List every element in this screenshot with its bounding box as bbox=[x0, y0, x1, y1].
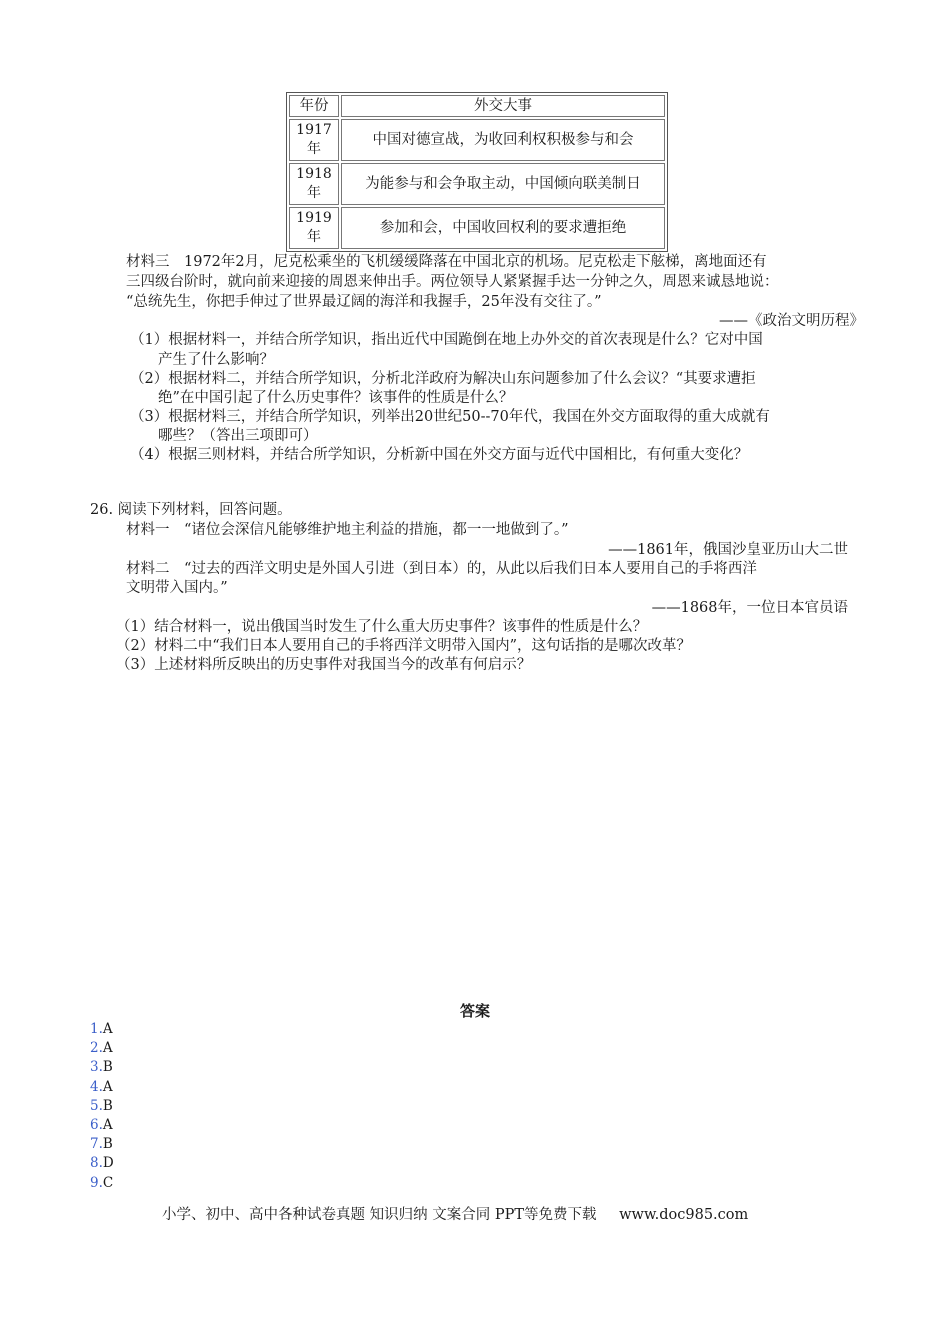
answer-item bbox=[90, 1039, 114, 1058]
footer bbox=[162, 1203, 748, 1224]
answer-item bbox=[90, 1154, 114, 1173]
material3-source: ——《政治文明历程》 bbox=[719, 313, 864, 329]
header-year: 年份 bbox=[289, 95, 339, 117]
table-row bbox=[289, 163, 665, 205]
answer-value: B bbox=[102, 1136, 113, 1153]
answer-number: 9. bbox=[90, 1174, 103, 1191]
answer-value: B bbox=[102, 1059, 113, 1076]
answer-value: A bbox=[102, 1117, 113, 1134]
q25-line: （4）根据三则材料，并结合所学知识，分析新中国在外交方面与近代中国相比，有何重大变化？ bbox=[130, 447, 749, 463]
row-year: 1917年 bbox=[289, 119, 339, 161]
row-event: 参加和会，中国收回权利的要求遭拒绝 bbox=[341, 207, 665, 249]
answer-number: 2. bbox=[90, 1040, 103, 1057]
footer-text: 小学、初中、高中各种试卷真题 知识归纳 文案合同 PPT等免费下载 bbox=[162, 1207, 597, 1223]
q25-line: 产生了什么影响？ bbox=[158, 352, 274, 368]
q25-line: 绝”在中国引起了什么历史事件？该事件的性质是什么？ bbox=[158, 390, 514, 406]
q25-line: （3）根据材料三，并结合所学知识，列举出20世纪50--70年代，我国在外交方面取得的重大成就有 bbox=[130, 409, 770, 425]
header-event: 外交大事 bbox=[341, 95, 665, 117]
row-event: 为能参与和会争取主动，中国倾向联美制日 bbox=[341, 163, 665, 205]
answer-number: 7. bbox=[90, 1136, 103, 1153]
material3-line: 三四级台阶时，就向前来迎接的周恩来伸出手。两位领导人紧紧握手达一分钟之久，周恩来诚恳地说： bbox=[126, 274, 779, 290]
table-header-row bbox=[289, 95, 665, 117]
answer-value: A bbox=[102, 1021, 113, 1037]
q26-material1: 材料一 “诸位会深信凡能够维护地主利益的措施，都一一地做到了。” bbox=[126, 522, 569, 538]
row-year: 1918年 bbox=[289, 163, 339, 205]
q26-question: （1）结合材料一，说出俄国当时发生了什么重大历史事件？该事件的性质是什么？ bbox=[116, 619, 648, 635]
q25-line: （2）根据材料二，并结合所学知识，分析北洋政府为解决山东问题参加了什么会议？“其要求遭拒 bbox=[130, 371, 756, 387]
answer-value: C bbox=[102, 1174, 114, 1191]
answer-value: B bbox=[102, 1097, 113, 1114]
answer-item bbox=[90, 1078, 114, 1097]
answers-list bbox=[90, 1020, 114, 1193]
answer-item bbox=[90, 1135, 114, 1154]
q26-material2-line: 文明带入国内。” bbox=[126, 580, 228, 596]
answer-number: 3. bbox=[90, 1059, 103, 1076]
q26-material2-line: 材料二 “过去的西洋文明史是外国人引进（到日本）的，从此以后我们日本人要用自己的手将西洋 bbox=[126, 561, 757, 577]
answer-item bbox=[90, 1116, 114, 1135]
q26-question: （2）材料二中“我们日本人要用自己的手将西洋文明带入国内”，这句话指的是哪次改革？ bbox=[116, 638, 692, 654]
answer-item bbox=[90, 1020, 114, 1039]
row-year: 1919年 bbox=[289, 207, 339, 249]
answer-number: 8. bbox=[90, 1155, 103, 1172]
footer-url[interactable]: www.doc985.com bbox=[619, 1207, 749, 1223]
answer-number: 5. bbox=[90, 1097, 103, 1114]
q26-source2: ——1868年，一位日本官员语 bbox=[651, 600, 848, 616]
answer-item bbox=[90, 1097, 114, 1116]
answer-value: A bbox=[102, 1040, 113, 1057]
q25-line: （1）根据材料一，并结合所学知识，指出近代中国跪倒在地上办外交的首次表现是什么？它对中国 bbox=[130, 332, 763, 348]
answer-number: 1. bbox=[90, 1021, 103, 1037]
q26-stem: 26. 阅读下列材料，回答问题。 bbox=[90, 502, 292, 518]
diplomacy-events-table bbox=[286, 92, 668, 252]
answer-value: D bbox=[102, 1155, 114, 1172]
q26-question: （3）上述材料所反映出的历史事件对我国当今的改革有何启示？ bbox=[116, 657, 532, 673]
q25-line: 哪些？（答出三项即可） bbox=[158, 428, 318, 444]
answers-title: 答案 bbox=[460, 1002, 491, 1020]
row-event: 中国对德宣战，为收回利权积极参与和会 bbox=[341, 119, 665, 161]
q26-source1: ——1861年，俄国沙皇亚历山大二世 bbox=[608, 542, 848, 558]
table-row bbox=[289, 207, 665, 249]
answer-number: 4. bbox=[90, 1078, 103, 1095]
answer-item bbox=[90, 1058, 114, 1077]
material3-line: “总统先生，你把手伸过了世界最辽阔的海洋和我握手，25年没有交往了。” bbox=[126, 294, 602, 310]
answer-item bbox=[90, 1174, 114, 1193]
answer-value: A bbox=[102, 1078, 113, 1095]
answer-number: 6. bbox=[90, 1117, 103, 1134]
table-row bbox=[289, 119, 665, 161]
material3-line: 材料三 1972年2月，尼克松乘坐的飞机缓缓降落在中国北京的机场。尼克松走下舷梯，离地面还有 bbox=[126, 254, 767, 270]
